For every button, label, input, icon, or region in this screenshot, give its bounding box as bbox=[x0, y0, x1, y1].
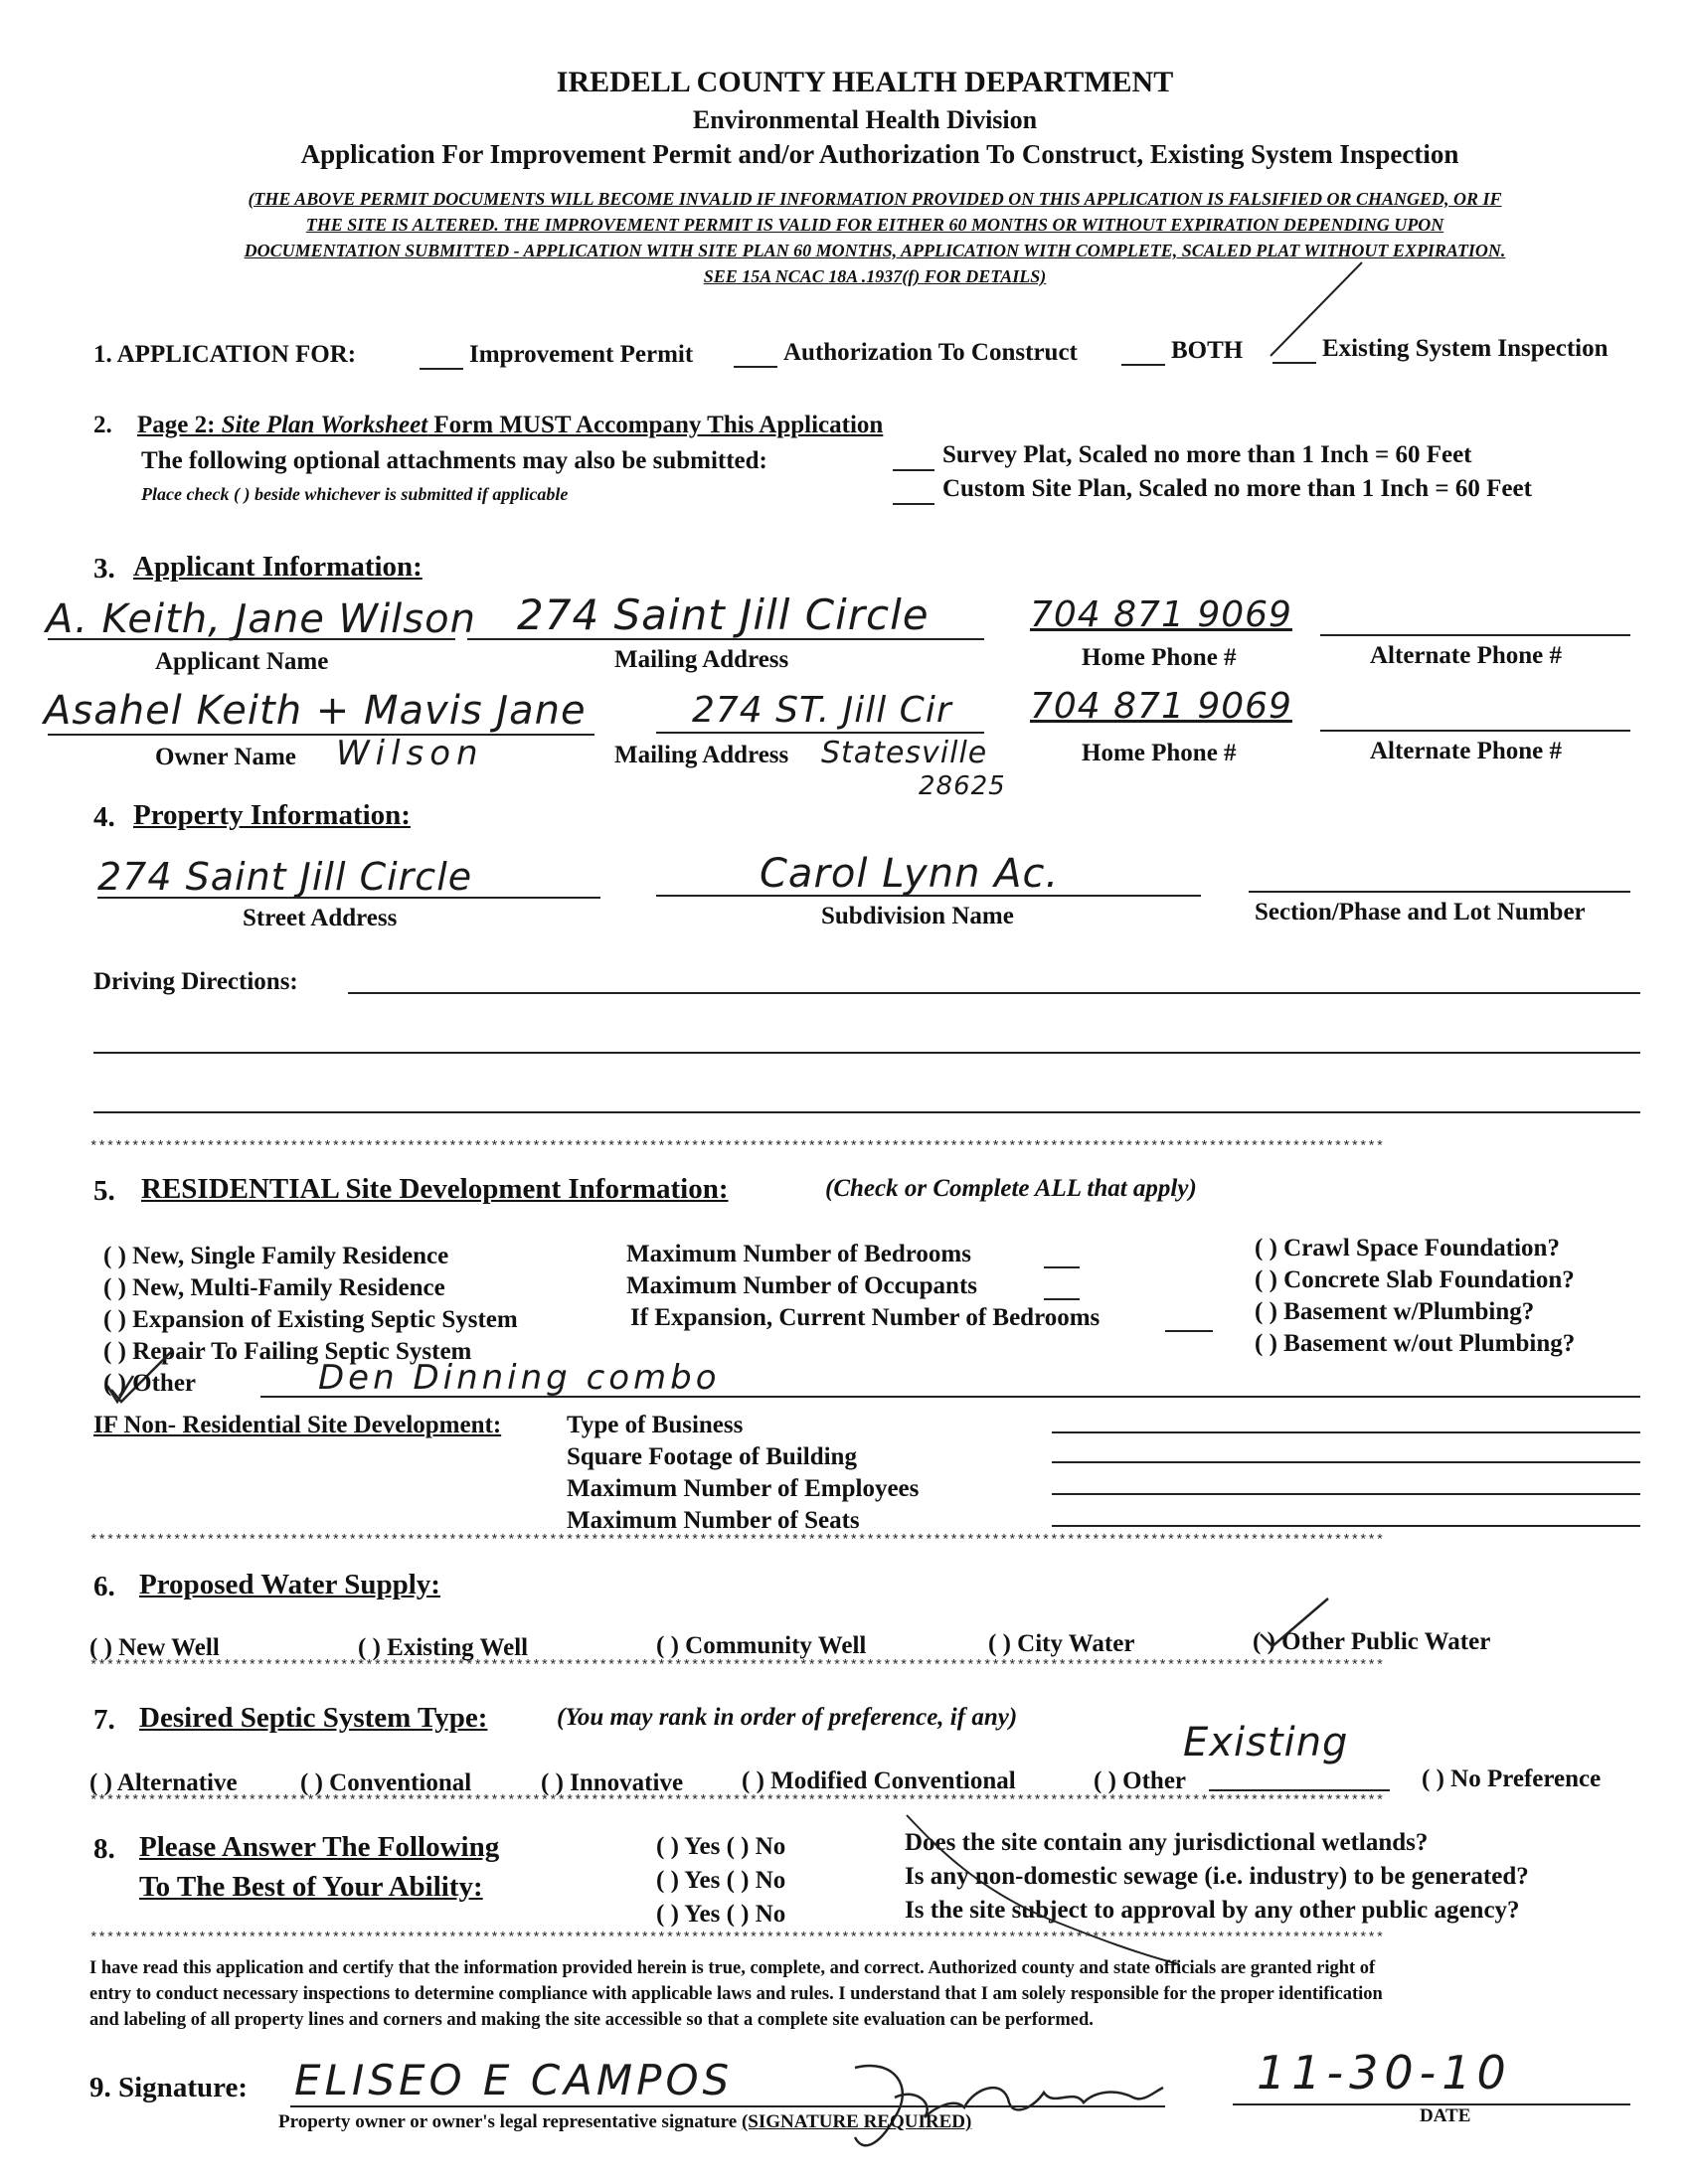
owner-name-value[interactable]: Asahel Keith + Mavis Jane bbox=[44, 688, 587, 734]
both-checkbox[interactable] bbox=[1121, 364, 1165, 366]
current-bedrooms-label: If Expansion, Current Number of Bedrooms bbox=[630, 1304, 1101, 1331]
driving-directions-label: Driving Directions: bbox=[93, 968, 298, 995]
section2-num: 2. bbox=[93, 412, 112, 438]
max-seats-label: Maximum Number of Seats bbox=[567, 1507, 860, 1534]
applicant-phone-value[interactable]: 704 871 9069 bbox=[1030, 594, 1292, 635]
current-bedrooms-field[interactable] bbox=[1165, 1330, 1213, 1332]
signature-label: 9. Signature: bbox=[89, 2072, 248, 2103]
owner-name-continued: Wilson bbox=[336, 734, 484, 773]
innovative-option[interactable]: ( ) Innovative bbox=[541, 1769, 684, 1796]
divider-stars-3: *********************************************************************************************************************************************************** bbox=[89, 1658, 1385, 1674]
question-wetlands: Does the site contain any jurisdictional wetlands? bbox=[905, 1829, 1429, 1856]
basement-plumbing-option[interactable]: ( ) Basement w/Plumbing? bbox=[1255, 1298, 1535, 1325]
sq-footage-label: Square Footage of Building bbox=[567, 1443, 857, 1470]
improvement-permit-label: Improvement Permit bbox=[469, 341, 694, 368]
max-bedrooms-field[interactable] bbox=[1044, 1266, 1080, 1268]
section8-num: 8. bbox=[93, 1833, 115, 1865]
section2-title-a: Page 2: bbox=[137, 412, 222, 438]
driving-directions-line-1[interactable] bbox=[348, 992, 1640, 994]
subdivision-value[interactable]: Carol Lynn Ac. bbox=[760, 851, 1060, 897]
max-employees-label: Maximum Number of Employees bbox=[567, 1475, 920, 1502]
basement-no-plumbing-option[interactable]: ( ) Basement w/out Plumbing? bbox=[1255, 1330, 1576, 1357]
new-well-option[interactable]: ( ) New Well bbox=[89, 1634, 220, 1661]
custom-site-plan-label: Custom Site Plan, Scaled no more than 1 Inch = 60 Feet bbox=[942, 475, 1532, 502]
question-sewage: Is any non-domestic sewage (i.e. industry) to be generated? bbox=[905, 1863, 1529, 1890]
divider-stars-4: *********************************************************************************************************************************************************** bbox=[89, 1793, 1385, 1809]
subdivision-line bbox=[656, 895, 1201, 897]
owner-name-line bbox=[48, 734, 594, 736]
agency-yes-no[interactable]: ( ) Yes ( ) No bbox=[656, 1901, 786, 1928]
owner-phone-value[interactable]: 704 871 9069 bbox=[1030, 686, 1292, 727]
divider-stars-5: *********************************************************************************************************************************************************** bbox=[89, 1931, 1385, 1946]
improvement-permit-checkbox[interactable] bbox=[420, 368, 463, 370]
signature-image[interactable] bbox=[835, 2048, 1173, 2167]
type-business-label: Type of Business bbox=[567, 1412, 744, 1438]
certification-line-1: I have read this application and certify that the information provided herein is true, complete, and correct. Authorized county and state officials are granted right of bbox=[89, 1958, 1376, 1978]
street-address-label: Street Address bbox=[243, 905, 398, 931]
concrete-slab-option[interactable]: ( ) Concrete Slab Foundation? bbox=[1255, 1266, 1575, 1293]
section5-subtitle: (Check or Complete ALL that apply) bbox=[825, 1175, 1197, 1202]
authorization-label: Authorization To Construct bbox=[783, 339, 1078, 366]
applicant-mailing-label: Mailing Address bbox=[614, 646, 789, 673]
question-agency: Is the site subject to approval by any other public agency? bbox=[905, 1897, 1520, 1924]
date-label: DATE bbox=[1420, 2105, 1471, 2126]
driving-directions-line-3[interactable] bbox=[93, 1111, 1640, 1113]
street-address-value[interactable]: 274 Saint Jill Circle bbox=[97, 855, 473, 899]
section2-line3: Place check ( ) beside whichever is submitted if applicable bbox=[141, 484, 569, 504]
section7-subtitle: (You may rank in order of preference, if any) bbox=[557, 1704, 1018, 1731]
section2-title-b: Site Plan Worksheet bbox=[221, 412, 428, 438]
agency-title: IREDELL COUNTY HEALTH DEPARTMENT bbox=[556, 66, 1174, 98]
other-option[interactable]: ( ) Other bbox=[103, 1370, 197, 1397]
custom-site-plan-checkbox[interactable] bbox=[893, 503, 934, 505]
divider-stars-1: *********************************************************************************************************************************************************** bbox=[89, 1139, 1385, 1155]
signature-caption-text: Property owner or owner's legal representative signature bbox=[278, 2111, 738, 2132]
applicant-alt-phone-line[interactable] bbox=[1320, 634, 1630, 636]
section7-num: 7. bbox=[93, 1704, 115, 1736]
max-bedrooms-label: Maximum Number of Bedrooms bbox=[626, 1241, 971, 1267]
section5-title: RESIDENTIAL Site Development Information: bbox=[141, 1173, 729, 1205]
other-public-water-option[interactable]: ( ) Other Public Water bbox=[1253, 1628, 1491, 1655]
certification-line-3: and labeling of all property lines and corners and making the site accessible so that a complete site evaluation can be performed. bbox=[89, 2010, 1094, 2030]
section3-num: 3. bbox=[93, 553, 115, 585]
type-business-line[interactable] bbox=[1052, 1431, 1640, 1433]
section2-title-c: Form MUST Accompany This Application bbox=[427, 412, 884, 438]
applicant-alt-phone-label: Alternate Phone # bbox=[1370, 642, 1563, 669]
printed-name-value: ELISEO E CAMPOS bbox=[294, 2056, 734, 2104]
notice-line-2: THE SITE IS ALTERED. THE IMPROVEMENT PERMIT IS VALID FOR EITHER 60 MONTHS OR WITHOUT EXPIRATION DEPENDING UPON bbox=[305, 215, 1444, 235]
city-water-option[interactable]: ( ) City Water bbox=[988, 1630, 1135, 1657]
community-well-option[interactable]: ( ) Community Well bbox=[656, 1632, 867, 1659]
new-single-family-option[interactable]: ( ) New, Single Family Residence bbox=[103, 1243, 449, 1269]
applicant-address-line bbox=[467, 638, 984, 640]
other-check-mark bbox=[103, 1372, 143, 1408]
section8-title-1: Please Answer The Following bbox=[139, 1831, 500, 1863]
signature-caption bbox=[278, 2111, 971, 2133]
form-title: Application For Improvement Permit and/or Authorization To Construct, Existing System Inspection bbox=[300, 139, 1459, 169]
owner-name-label: Owner Name bbox=[155, 744, 296, 770]
section6-num: 6. bbox=[93, 1571, 115, 1602]
section-lot-label: Section/Phase and Lot Number bbox=[1255, 899, 1586, 925]
section5-num: 5. bbox=[93, 1175, 115, 1207]
owner-mailing-label: Mailing Address bbox=[614, 742, 789, 768]
other-line bbox=[260, 1396, 1640, 1398]
other-septic-line bbox=[1209, 1789, 1390, 1791]
section8-title-2: To The Best of Your Ability: bbox=[139, 1871, 483, 1903]
divider-stars-2: *********************************************************************************************************************************************************** bbox=[89, 1533, 1385, 1549]
street-address-line bbox=[97, 897, 600, 899]
authorization-checkbox[interactable] bbox=[734, 366, 777, 368]
applicant-name-line bbox=[48, 638, 455, 640]
other-public-water-check-mark bbox=[1255, 1595, 1334, 1654]
applicant-name-label: Applicant Name bbox=[155, 648, 329, 675]
division-title: Environmental Health Division bbox=[692, 105, 1038, 134]
max-seats-line[interactable] bbox=[1052, 1525, 1640, 1527]
owner-alt-phone-label: Alternate Phone # bbox=[1370, 738, 1563, 764]
other-value[interactable]: Den Dinning combo bbox=[318, 1358, 721, 1398]
applicant-name-value[interactable]: A. Keith, Jane Wilson bbox=[46, 596, 476, 642]
section7-title: Desired Septic System Type: bbox=[139, 1702, 488, 1734]
subdivision-label: Subdivision Name bbox=[821, 903, 1014, 929]
repair-option[interactable]: ( ) Repair To Failing Septic System bbox=[103, 1338, 472, 1365]
conventional-option[interactable]: ( ) Conventional bbox=[300, 1769, 472, 1796]
signature-required: (SIGNATURE REQUIRED) bbox=[741, 2111, 972, 2132]
section6-title: Proposed Water Supply: bbox=[139, 1569, 440, 1600]
section2-title bbox=[137, 412, 883, 439]
signature-line bbox=[290, 2105, 1165, 2107]
notice-line-1: (THE ABOVE PERMIT DOCUMENTS WILL BECOME INVALID IF INFORMATION PROVIDED ON THIS APPLICATION IS FALSIFIED OR CHANGED, OR IF bbox=[248, 189, 1502, 209]
other-septic-option[interactable]: ( ) Other bbox=[1094, 1767, 1187, 1794]
non-residential-label: IF Non- Residential Site Development: bbox=[93, 1412, 502, 1438]
applicant-address-value[interactable]: 274 Saint Jill Circle bbox=[517, 590, 930, 639]
section4-num: 4. bbox=[93, 801, 115, 833]
wetlands-yes-no[interactable]: ( ) Yes ( ) No bbox=[656, 1833, 786, 1860]
max-occupants-field[interactable] bbox=[1044, 1298, 1080, 1300]
driving-directions-line-2[interactable] bbox=[93, 1052, 1640, 1054]
section4-title: Property Information: bbox=[133, 799, 411, 831]
owner-alt-phone-line[interactable] bbox=[1320, 730, 1630, 732]
section2-line2: The following optional attachments may also be submitted: bbox=[141, 447, 767, 474]
section-lot-line[interactable] bbox=[1249, 891, 1630, 893]
sewage-yes-no[interactable]: ( ) Yes ( ) No bbox=[656, 1867, 786, 1894]
section1-label: 1. APPLICATION FOR: bbox=[93, 341, 357, 368]
new-multi-family-option[interactable]: ( ) New, Multi-Family Residence bbox=[103, 1274, 445, 1301]
max-employees-line[interactable] bbox=[1052, 1493, 1640, 1495]
section3-title: Applicant Information: bbox=[133, 551, 423, 583]
owner-city-value: Statesville bbox=[821, 736, 988, 770]
owner-address-value[interactable]: 274 ST. Jill Cir bbox=[692, 690, 952, 731]
existing-well-option[interactable]: ( ) Existing Well bbox=[358, 1634, 529, 1661]
notice-line-3: DOCUMENTATION SUBMITTED - APPLICATION WITH SITE PLAN 60 MONTHS, APPLICATION WITH COMPLETE, SCALED PLAT WITHOUT EXPIRATION. bbox=[244, 241, 1506, 260]
modified-conventional-option[interactable]: ( ) Modified Conventional bbox=[742, 1767, 1016, 1794]
certification-line-2: entry to conduct necessary inspections to determine compliance with applicable laws and rules. I understand that I am solely responsible for the proper identification bbox=[89, 1984, 1383, 2004]
other-septic-value[interactable]: Existing bbox=[1183, 1720, 1349, 1765]
owner-home-phone-label: Home Phone # bbox=[1082, 740, 1237, 766]
sq-footage-line[interactable] bbox=[1052, 1461, 1640, 1463]
applicant-home-phone-label: Home Phone # bbox=[1082, 644, 1237, 671]
existing-inspection-label: Existing System Inspection bbox=[1322, 335, 1609, 362]
both-label: BOTH bbox=[1171, 337, 1244, 364]
expansion-option[interactable]: ( ) Expansion of Existing Septic System bbox=[103, 1306, 518, 1333]
owner-zip-value: 28625 bbox=[919, 771, 1006, 801]
date-value[interactable]: 11-30-10 bbox=[1257, 2046, 1512, 2100]
no-preference-option[interactable]: ( ) No Preference bbox=[1422, 1765, 1602, 1792]
survey-plat-label: Survey Plat, Scaled no more than 1 Inch = 60 Feet bbox=[942, 441, 1472, 468]
alternative-option[interactable]: ( ) Alternative bbox=[89, 1769, 238, 1796]
owner-address-line bbox=[656, 732, 984, 734]
notice-line-4: SEE 15A NCAC 18A .1937(f) FOR DETAILS) bbox=[703, 266, 1047, 286]
survey-plat-checkbox[interactable] bbox=[893, 469, 934, 471]
crawl-space-option[interactable]: ( ) Crawl Space Foundation? bbox=[1255, 1235, 1560, 1261]
max-occupants-label: Maximum Number of Occupants bbox=[626, 1272, 978, 1299]
